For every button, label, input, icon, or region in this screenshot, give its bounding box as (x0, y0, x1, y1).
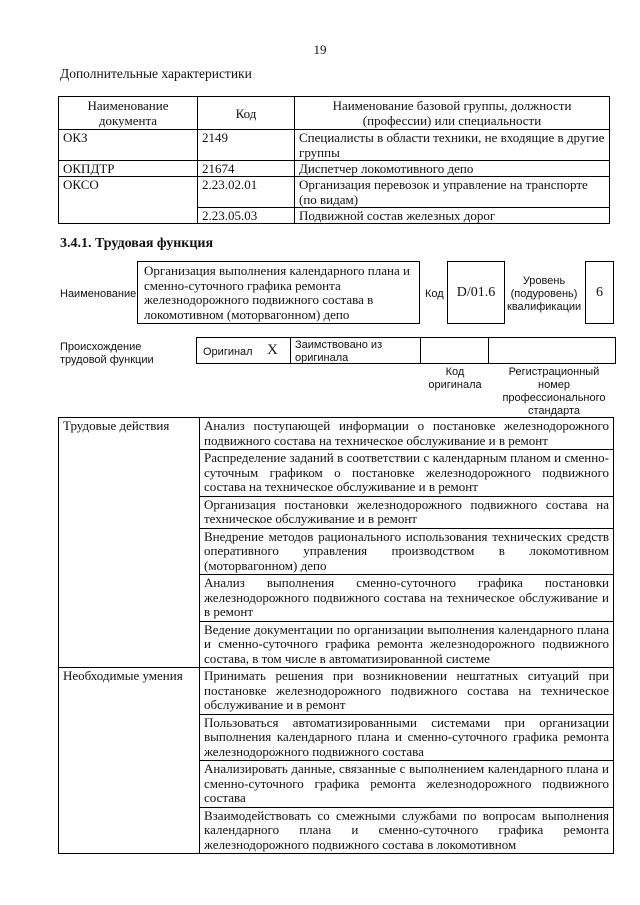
table-row (59, 161, 610, 177)
code-original-caption: Код оригинала (428, 366, 482, 391)
origin-divider (488, 338, 489, 363)
table-row (59, 418, 614, 450)
cell-name: Диспетчер локомотивного депо (295, 161, 610, 177)
page-number: 19 (313, 42, 327, 57)
list-item: Ведение документации по организации выполнения календарного плана и сменно-суточного графика ремонта железнодорожного подвижного состава, в том числе в автоматизированной системе (200, 621, 614, 668)
section-title: 3.4.1. Трудовая функция (60, 236, 214, 251)
header-code: Код (198, 97, 295, 130)
list-item: Взаимодействовать со смежными службами по вопросам выполнения календарного плана и сменно-суточного графика ремонта железнодорожного подвижного состава в локомотивном (200, 807, 614, 854)
qualification-level-box (585, 261, 614, 324)
qualification-level-value: 6 (596, 284, 603, 300)
registration-number-caption: Регистрационный номер профессионального стандарта (502, 366, 606, 417)
list-item: Анализ поступающей информации о постановке железнодорожного подвижного состава на техническое обслуживание и в ремонт (200, 418, 614, 450)
function-code-value: D/01.6 (456, 284, 496, 300)
qualification-level-label: Уровень (подуровень) квалификации (507, 275, 582, 313)
list-item: Принимать решения при возникновении нештатных ситуаций при постановке железнодорожного подвижного состава на техническое обслуживание и в ремонт (200, 668, 614, 715)
list-item: Внедрение методов рационального использования технических средств оперативного управления производством в локомотивном (моторвагонном) депо (200, 528, 614, 575)
header-document: Наименование документа (59, 97, 198, 130)
header-group-name: Наименование базовой группы, должности (профессии) или специальности (295, 97, 610, 130)
function-code-label: Код (425, 288, 444, 300)
cell-document: ОКЗ (59, 130, 198, 161)
function-name-label: Наименование (60, 288, 137, 300)
original-label: Оригинал (203, 346, 253, 358)
function-name-value: Организация выполнения календарного плана и сменно-суточного графика ремонта железнодорожного подвижного состава в локомотивном (моторвагонном) депо (144, 263, 410, 322)
cell-code: 2.23.02.01 (198, 177, 295, 208)
list-item: Пользоваться автоматизированными системами при организации выполнения календарного плана и сменно-суточного графика ремонта железнодорожного подвижного состава (200, 714, 614, 761)
list-item: Организация постановки железнодорожного подвижного состава на техническое обслуживание и в ремонт (200, 496, 614, 528)
additional-characteristics-table (58, 96, 610, 224)
cell-document: ОКСО (59, 177, 198, 224)
labor-actions-label: Трудовые действия (59, 418, 200, 668)
cell-name: Организация перевозок и управление на транспорте (по видам) (295, 177, 610, 208)
table-row (59, 130, 610, 161)
skills-label: Необходимые умения (59, 668, 200, 854)
origin-divider (420, 338, 421, 363)
cell-name: Подвижной состав железных дорог (295, 208, 610, 224)
additional-characteristics-title: Дополнительные характеристики (60, 66, 252, 81)
origin-box (196, 337, 616, 364)
origin-divider (290, 338, 291, 363)
cell-code: 2149 (198, 130, 295, 161)
cell-document: ОКПДТР (59, 161, 198, 177)
table-header-row (59, 97, 610, 130)
table-row (59, 668, 614, 715)
function-code-box (447, 261, 505, 324)
borrowed-label: Заимствовано из оригинала (295, 339, 383, 364)
list-item: Анализировать данные, связанные с выполнением календарного плана и сменно-суточного графика ремонта железнодорожного подвижного состава (200, 761, 614, 808)
list-item: Распределение заданий в соответствии с календарным планом и сменно-суточным графиком о постановке железнодорожного подвижного состава на техническое обслуживание и в ремонт (200, 450, 614, 497)
list-item: Анализ выполнения сменно-суточного графика постановки железнодорожного подвижного состава на техническое обслуживание и в ремонт (200, 575, 614, 622)
labor-function-table (58, 417, 614, 854)
cell-code: 2.23.05.03 (198, 208, 295, 224)
original-mark: X (267, 342, 278, 358)
table-row (59, 177, 610, 208)
function-name-box (137, 261, 420, 324)
cell-name: Специалисты в области техники, не входящие в другие группы (295, 130, 610, 161)
origin-label: Происхождение трудовой функции (60, 341, 154, 366)
cell-code: 21674 (198, 161, 295, 177)
